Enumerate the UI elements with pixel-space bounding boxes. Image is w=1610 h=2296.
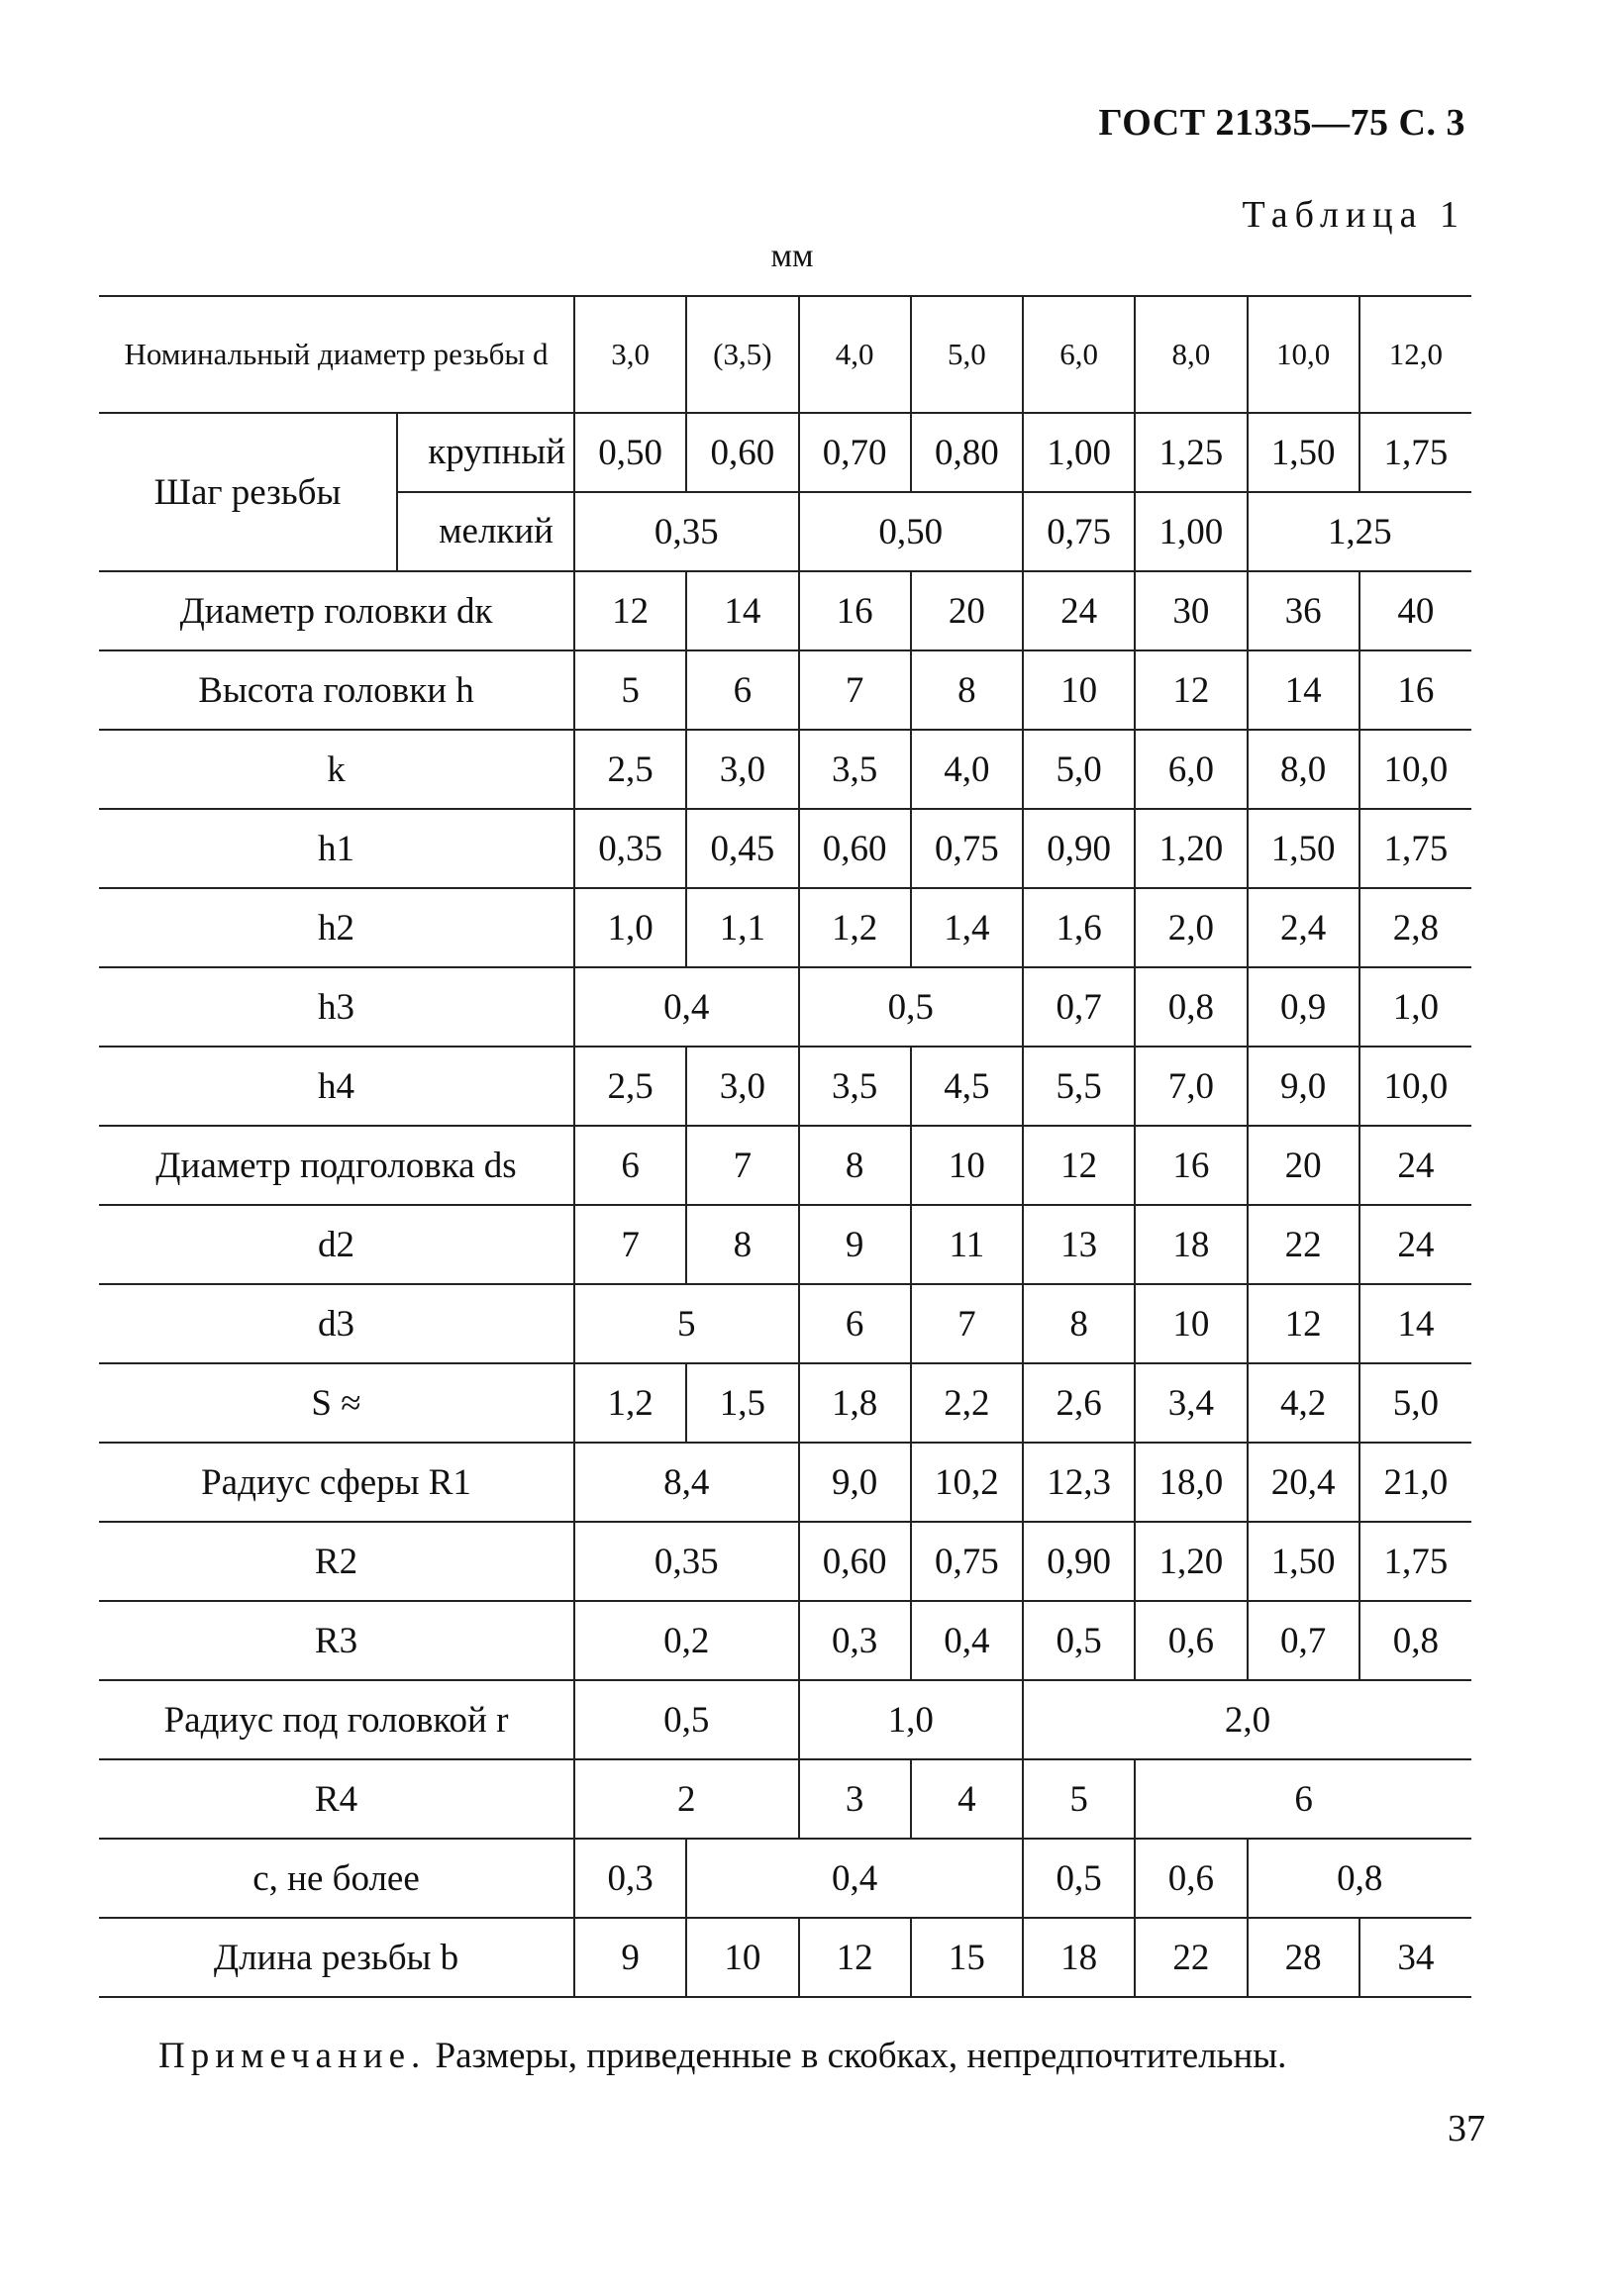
table-row [99, 1284, 1471, 1363]
table-row [99, 571, 1471, 650]
table-cell: 12 [1248, 1284, 1359, 1363]
table-cell: 0,50 [799, 492, 1024, 571]
table-cell: 10,0 [1359, 1047, 1471, 1126]
table-cell: 0,70 [799, 413, 911, 492]
table-cell: 0,60 [686, 413, 798, 492]
table-cell: 1,0 [799, 1680, 1024, 1759]
table-cell: 4,5 [911, 1047, 1023, 1126]
table-cell: 8 [686, 1205, 798, 1284]
row-label: R2 [99, 1522, 574, 1601]
table-cell: 12 [799, 1918, 911, 1997]
table-cell: 14 [1248, 650, 1359, 730]
table-cell: 9,0 [1248, 1047, 1359, 1126]
table-cell: 21,0 [1359, 1443, 1471, 1522]
table-cell: 0,35 [574, 809, 686, 888]
pitch-coarse-label: крупный [398, 414, 573, 493]
table-cell: 7 [911, 1284, 1023, 1363]
table-cell: 5 [574, 1284, 799, 1363]
table-cell: 14 [686, 571, 798, 650]
table-cell: 5,0 [911, 296, 1023, 413]
table-cell: 8,0 [1248, 730, 1359, 809]
table-cell: 16 [1359, 650, 1471, 730]
table-cell: 0,7 [1248, 1601, 1359, 1680]
table-cell: 20,4 [1248, 1443, 1359, 1522]
table-cell: 10 [686, 1918, 798, 1997]
table-cell: 2,4 [1248, 888, 1359, 967]
table-cell: 0,2 [574, 1601, 799, 1680]
table-row [99, 730, 1471, 809]
table-cell: 0,80 [911, 413, 1023, 492]
table-cell: 22 [1135, 1918, 1247, 1997]
row-label: d3 [99, 1284, 574, 1363]
table-note [158, 2035, 1286, 2077]
table-cell: 12 [574, 571, 686, 650]
table-cell: 0,4 [686, 1839, 1023, 1918]
table-cell: 16 [1135, 1126, 1247, 1205]
table-row [99, 1522, 1471, 1601]
table-cell: 24 [1023, 571, 1135, 650]
row-label: S ≈ [99, 1363, 574, 1443]
table-cell: 1,2 [574, 1363, 686, 1443]
table-cell: 3,5 [799, 730, 911, 809]
table-cell: 12 [1023, 1126, 1135, 1205]
row-label: Диаметр подголовка ds [99, 1126, 574, 1205]
table-cell: 8 [799, 1126, 911, 1205]
row-label: Номинальный диаметр резьбы d [99, 296, 574, 413]
table-cell: 0,75 [911, 1522, 1023, 1601]
table-body [99, 296, 1471, 1997]
table-cell: 30 [1135, 571, 1247, 650]
table-cell: 1,75 [1359, 413, 1471, 492]
table-cell: 9 [799, 1205, 911, 1284]
table-cell: 11 [911, 1205, 1023, 1284]
table-cell: 0,60 [799, 1522, 911, 1601]
table-cell: 10 [1135, 1284, 1247, 1363]
table-caption: Таблица 1 [1242, 194, 1465, 236]
page-number: 37 [1448, 2108, 1485, 2149]
table-cell: 20 [1248, 1126, 1359, 1205]
table-cell: 18 [1135, 1205, 1247, 1284]
table-cell: 4,2 [1248, 1363, 1359, 1443]
table-cell: 10,0 [1248, 296, 1359, 413]
table-cell: 18,0 [1135, 1443, 1247, 1522]
table-cell: 12,3 [1023, 1443, 1135, 1522]
table-cell: 1,75 [1359, 1522, 1471, 1601]
table-row [99, 1601, 1471, 1680]
row-label: Радиус сферы R1 [99, 1443, 574, 1522]
pitch-fine-label: мелкий [439, 511, 553, 551]
table-cell: 0,3 [574, 1839, 686, 1918]
row-label: d2 [99, 1205, 574, 1284]
table-cell: 40 [1359, 571, 1471, 650]
units-label: мм [770, 238, 814, 274]
table-cell: 1,0 [574, 888, 686, 967]
document-header: ГОСТ 21335—75 С. 3 [1098, 102, 1465, 144]
table-cell: 0,6 [1135, 1601, 1247, 1680]
table-row [99, 1443, 1471, 1522]
table-cell: 4,0 [799, 296, 911, 413]
table-cell: 2,6 [1023, 1363, 1135, 1443]
table-cell: 1,00 [1023, 413, 1135, 492]
table-row [99, 1839, 1471, 1918]
table-cell: 1,25 [1135, 413, 1247, 492]
table-cell: 1,25 [1248, 492, 1472, 571]
table-cell: 7 [799, 650, 911, 730]
table-cell: 1,6 [1023, 888, 1135, 967]
table-cell: 1,0 [1359, 967, 1471, 1047]
table-cell: 4,0 [911, 730, 1023, 809]
row-label: Радиус под головкой r [99, 1680, 574, 1759]
table-cell: 0,8 [1359, 1601, 1471, 1680]
table-cell: 1,75 [1359, 809, 1471, 888]
table-cell: 34 [1359, 1918, 1471, 1997]
table-cell: 2,2 [911, 1363, 1023, 1443]
table-cell: 10,0 [1359, 730, 1471, 809]
table-cell: 1,8 [799, 1363, 911, 1443]
table-cell: 2,0 [1023, 1680, 1471, 1759]
table-cell: 2,8 [1359, 888, 1471, 967]
table-cell: 8,4 [574, 1443, 799, 1522]
row-label: h3 [99, 967, 574, 1047]
table-cell: 22 [1248, 1205, 1359, 1284]
table-cell: 1,50 [1248, 809, 1359, 888]
table-cell: 12 [1135, 650, 1247, 730]
table-cell: 10 [1023, 650, 1135, 730]
table-row [99, 1680, 1471, 1759]
table-cell: 1,00 [1135, 492, 1247, 571]
note-label: Примечание. [158, 2036, 427, 2076]
row-label: Длина резьбы b [99, 1918, 574, 1997]
table-cell: 6,0 [1135, 730, 1247, 809]
table-cell: 12,0 [1359, 296, 1471, 413]
row-label: h1 [99, 809, 574, 888]
table-header-row [99, 296, 1471, 413]
table-cell: 3 [799, 1759, 911, 1839]
table-cell: 0,45 [686, 809, 798, 888]
dimensions-table [99, 295, 1471, 1998]
table-cell: 0,4 [574, 967, 799, 1047]
table-cell: 9 [574, 1918, 686, 1997]
table-cell: 3,0 [574, 296, 686, 413]
table-cell: 1,50 [1248, 1522, 1359, 1601]
table-cell: 5,5 [1023, 1047, 1135, 1126]
table-cell: 1,50 [1248, 413, 1359, 492]
table-cell: 24 [1359, 1205, 1471, 1284]
table-cell: 6 [1135, 1759, 1471, 1839]
table-cell: 6 [686, 650, 798, 730]
table-row [99, 888, 1471, 967]
table-cell: 1,1 [686, 888, 798, 967]
table-cell: 0,8 [1248, 1839, 1472, 1918]
table-cell: 0,75 [911, 809, 1023, 888]
table-cell: 0,8 [1135, 967, 1247, 1047]
table-cell: 1,20 [1135, 1522, 1247, 1601]
table-cell: 1,2 [799, 888, 911, 967]
table-cell: 0,5 [1023, 1601, 1135, 1680]
table-row [99, 1205, 1471, 1284]
table-cell: 6 [799, 1284, 911, 1363]
table-cell: 0,50 [574, 413, 686, 492]
pitch-label [99, 413, 574, 571]
row-label: R4 [99, 1759, 574, 1839]
table-cell: 5,0 [1023, 730, 1135, 809]
row-label: h4 [99, 1047, 574, 1126]
table-cell: 16 [799, 571, 911, 650]
table-cell: 18 [1023, 1918, 1135, 1997]
table-cell: 1,5 [686, 1363, 798, 1443]
table-cell: 0,5 [1023, 1839, 1135, 1918]
table-cell: 6 [574, 1126, 686, 1205]
table-cell: 0,5 [574, 1680, 799, 1759]
table-cell: 3,4 [1135, 1363, 1247, 1443]
note-text: Размеры, приведенные в скобках, непредпочтительны. [435, 2036, 1287, 2076]
table-cell: 24 [1359, 1126, 1471, 1205]
table-cell: 0,9 [1248, 967, 1359, 1047]
row-label: k [99, 730, 574, 809]
table-cell: 1,20 [1135, 809, 1247, 888]
row-label: R3 [99, 1601, 574, 1680]
table-cell: 14 [1359, 1284, 1471, 1363]
table-cell: 2,5 [574, 730, 686, 809]
table-cell: 8,0 [1135, 296, 1247, 413]
table-cell: 0,90 [1023, 1522, 1135, 1601]
table-row [99, 1047, 1471, 1126]
table-cell: 2 [574, 1759, 799, 1839]
table-cell: 20 [911, 571, 1023, 650]
table-cell: 2,5 [574, 1047, 686, 1126]
table-cell: 13 [1023, 1205, 1135, 1284]
table-cell: 7,0 [1135, 1047, 1247, 1126]
pitch-label-grid [99, 414, 573, 570]
table-cell: 36 [1248, 571, 1359, 650]
table-cell: 28 [1248, 1918, 1359, 1997]
table-cell: 0,3 [799, 1601, 911, 1680]
table-row [99, 413, 1471, 492]
table-row [99, 1126, 1471, 1205]
table-cell: 0,4 [911, 1601, 1023, 1680]
table-cell: 3,0 [686, 1047, 798, 1126]
table-row [99, 1918, 1471, 1997]
table-row [99, 809, 1471, 888]
table-cell: 0,6 [1135, 1839, 1247, 1918]
table-cell: 15 [911, 1918, 1023, 1997]
row-label: Диаметр головки dк [99, 571, 574, 650]
table-cell: 0,7 [1023, 967, 1135, 1047]
table-cell: 0,35 [574, 1522, 799, 1601]
row-label: c, не более [99, 1839, 574, 1918]
table-cell: 0,90 [1023, 809, 1135, 888]
table-cell: 1,4 [911, 888, 1023, 967]
table-cell: 8 [911, 650, 1023, 730]
table-cell: 6,0 [1023, 296, 1135, 413]
table-cell: 5 [574, 650, 686, 730]
table-cell: 10 [911, 1126, 1023, 1205]
table-cell: 3,5 [799, 1047, 911, 1126]
row-label: Высота головки h [99, 650, 574, 730]
table-cell: 0,60 [799, 809, 911, 888]
table-cell: 0,75 [1023, 492, 1135, 571]
table-cell: 9,0 [799, 1443, 911, 1522]
table-cell: 4 [911, 1759, 1023, 1839]
table-row [99, 650, 1471, 730]
table-cell: 3,0 [686, 730, 798, 809]
table-cell: 2,0 [1135, 888, 1247, 967]
table-cell: 0,5 [799, 967, 1024, 1047]
row-label: h2 [99, 888, 574, 967]
table-cell: 0,35 [574, 492, 799, 571]
table-cell: 8 [1023, 1284, 1135, 1363]
table-cell: 5 [1023, 1759, 1135, 1839]
table-row [99, 967, 1471, 1047]
table-cell: 7 [686, 1126, 798, 1205]
table-cell: 5,0 [1359, 1363, 1471, 1443]
row-label: Шаг резьбы [153, 471, 342, 513]
table-cell: 10,2 [911, 1443, 1023, 1522]
table-cell: (3,5) [686, 296, 798, 413]
table-cell: 7 [574, 1205, 686, 1284]
table-row [99, 1759, 1471, 1839]
pitch-sub-labels [397, 414, 573, 570]
table-row [99, 1363, 1471, 1443]
